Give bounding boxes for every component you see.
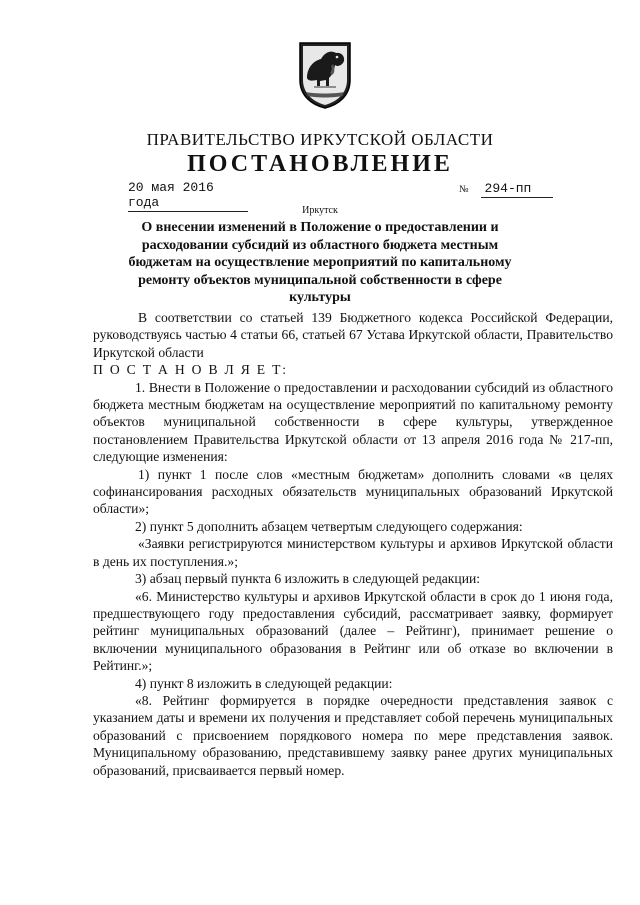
body-paragraph: 4) пункт 8 изложить в следующей редакции:	[135, 675, 393, 691]
body-paragraph: «8. Рейтинг формируется в порядке очередности представления заявок с указанием даты и времени их получения и представляет собой перечень муниципальных образований с присвоением порядкового номера по мере представления заявок. Муниципальному образованию, представившему заявку ранее других муниципальных образований, присваивается первый номер.	[93, 692, 613, 778]
document-title: О внесении изменений в Положение о предоставлении и расходовании субсидий из областного бюджета местным бюджетам на осуществление мероприятий по капитальному ремонту объектов муниципальной собственности в сфере культуры	[128, 220, 512, 305]
body-paragraph: «Заявки регистрируются министерством культуры и архивов Иркутской области в день их поступления.»;	[93, 536, 613, 569]
document-number-line	[459, 180, 564, 196]
decree-word: П О С Т А Н О В Л Я Е Т:	[93, 362, 288, 378]
body-paragraph: 2) пункт 5 дополнить абзацем четвертым следующего содержания:	[135, 518, 523, 534]
body-paragraph: «6. Министерство культуры и архивов Иркутской области в срок до 1 июня года, предшествующего году предоставления субсидий, рассматривает заявку, формирует рейтинг муниципальных образований (далее – Рейтинг), принимает решение о включении муниципального образования в Рейтинг или об отказе во включении в Рейтинг.»;	[93, 588, 613, 674]
document-date: 20 мая 2016 года	[128, 180, 248, 212]
government-name: ПРАВИТЕЛЬСТВО ИРКУТСКОЙ ОБЛАСТИ	[146, 130, 494, 149]
document-body	[93, 309, 613, 779]
coat-of-arms-icon	[296, 40, 354, 110]
city: Иркутск	[302, 205, 338, 216]
document-number: 294-пп	[481, 181, 554, 198]
document-type: ПОСТАНОВЛЕНИЕ	[187, 151, 453, 177]
body-paragraph: 1. Внести в Положение о предоставлении и расходовании субсидий из областного бюджета местным бюджетам на осуществление мероприятий по капитальному ремонту объектов муниципальной собственности в сфере культуры, утвержденное постановлением Правительства Иркутской области от 13 апреля 2016 года № 217-пп, следующие изменения:	[93, 379, 613, 465]
number-label: №	[459, 184, 469, 195]
body-paragraph: 1) пункт 1 после слов «местным бюджетам» дополнить словами «в целях софинансирования расходных обязательств муниципальных образований Иркутской области»;	[93, 466, 613, 517]
body-paragraph: 3) абзац первый пункта 6 изложить в следующей редакции:	[135, 571, 481, 587]
preamble-paragraph: В соответствии со статьей 139 Бюджетного кодекса Российской Федерации, руководствуясь частью 4 статьи 66, статьей 67 Устава Иркутской области, Правительство Иркутской области	[93, 310, 613, 360]
